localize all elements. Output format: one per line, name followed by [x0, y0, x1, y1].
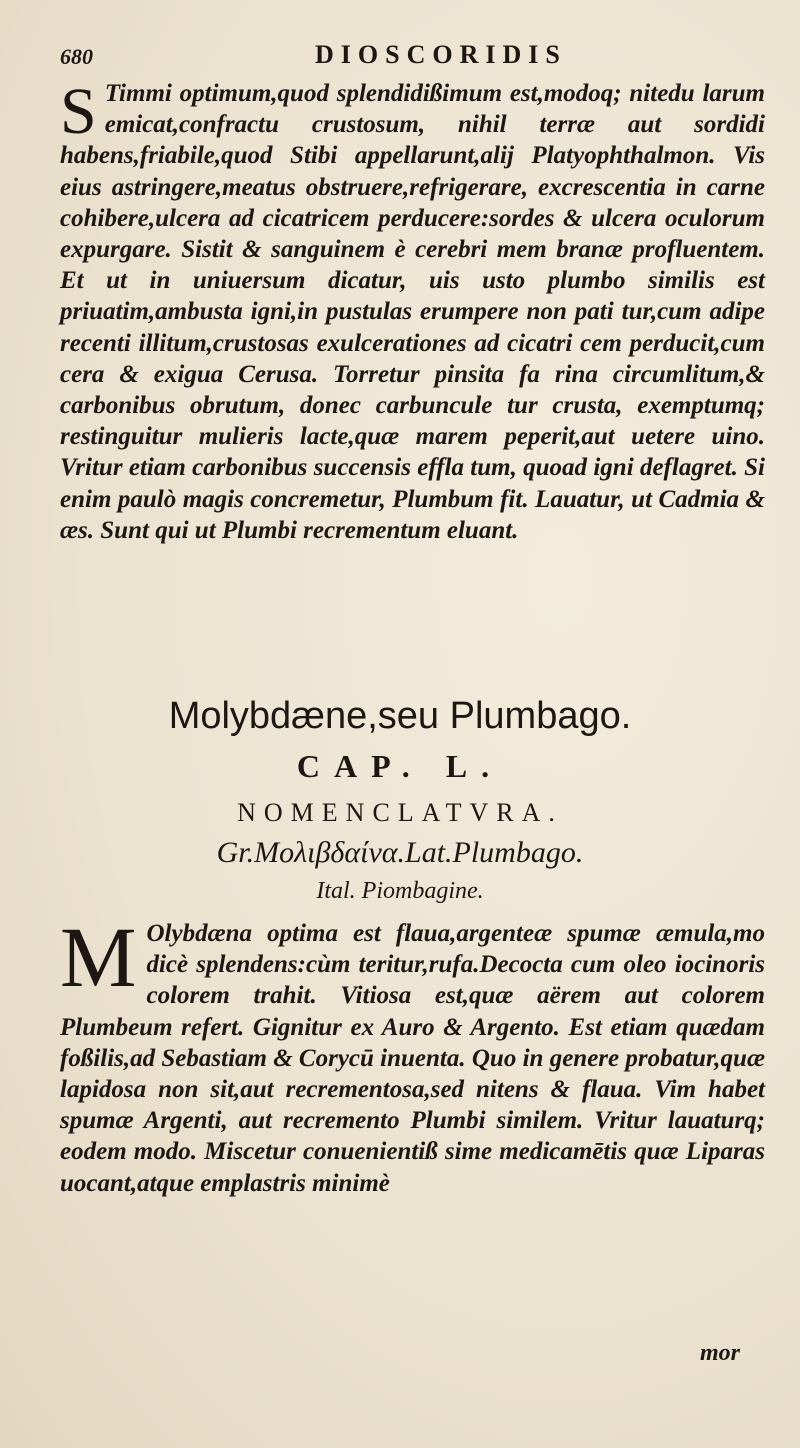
chapter-title: Molybdæne,seu Plumbago. [168, 695, 632, 737]
nomenclature-names: Gr.Μολιβδαίνα.Lat.Plumbago. [216, 836, 584, 869]
chapter-number: CAP. L. [296, 748, 504, 784]
paragraph-text: Olybdæna optima est flaua,argenteæ spumæ æmula,mo dicè splendens:cùm teritur,rufa.Decocta cum oleo iocinoris colorem trahit. Vitiosa est,quæ aërem aut colorem Plumbeum refert. Gignitur ex Auro & Argento. Est etiam quædam foßilis,ad Sebastiam & Corycū inuenta. Quo in genere probatur,quæ lapidosa non sit,aut recrementosa,sed nitens & flaua. Vim habet spumæ Argenti, aut recremento Plumbi similem. Vritur lauaturq; eodem modo. Miscetur conuenientiß sime medicamētis quæ Liparas uocant,atque emplastris minimè [60, 920, 765, 1197]
drop-cap: M [60, 909, 137, 1005]
paragraph-text: Timmi optimum,quod splendidißimum est,modoq; nitedu larum emicat,confractu crustosum, nihil terræ aut sordidi habens,friabile,quod Stibi appellarunt,alij Platyophthalmon. Vis eius astringere,meatus obstruere,refrigerare, excrescentia in carne cohibere,ulcera ad cicatricem perducere:sordes & ulcera oculorum expurgare. Sistit & sanguinem è cerebri mem branæ profluentem. Et ut in uniuersum dicatur, uis usto plumbo similis est priuatim,ambusta igni,in pustulas erumpere non pati tur,cum adipe recenti illitum,crustosas exulcerationes ad cicatri cem perducit,cum cera & exigua Cerusa. Torretur pinsita fa rina circumlitum,& carbonibus obrutum, donec carbuncule tur crusta, exemptumq; restinguitur mulieris lacte,quæ marem peperit,aut uetere uino. Vritur etiam carbonibus succensis effla tum, quoad igni deflagret. Si enim paulò magis concremetur, Plumbum fit. Lauatur, ut Cadmia & æs. Sunt qui ut Plumbi recrementum eluant. [60, 80, 765, 544]
italian-name: Ital. Piombagine. [316, 878, 484, 904]
paragraph-molybdaena [60, 909, 765, 1199]
nomenclatura-heading: NOMENCLATVRA. [237, 798, 563, 827]
drop-cap: S [60, 75, 97, 148]
page-header [60, 36, 760, 76]
paragraph-stimmi [60, 75, 765, 546]
page-number: 680 [60, 44, 93, 69]
running-head: DIOSCORIDIS [315, 40, 567, 69]
catchword: mor [700, 1340, 741, 1366]
